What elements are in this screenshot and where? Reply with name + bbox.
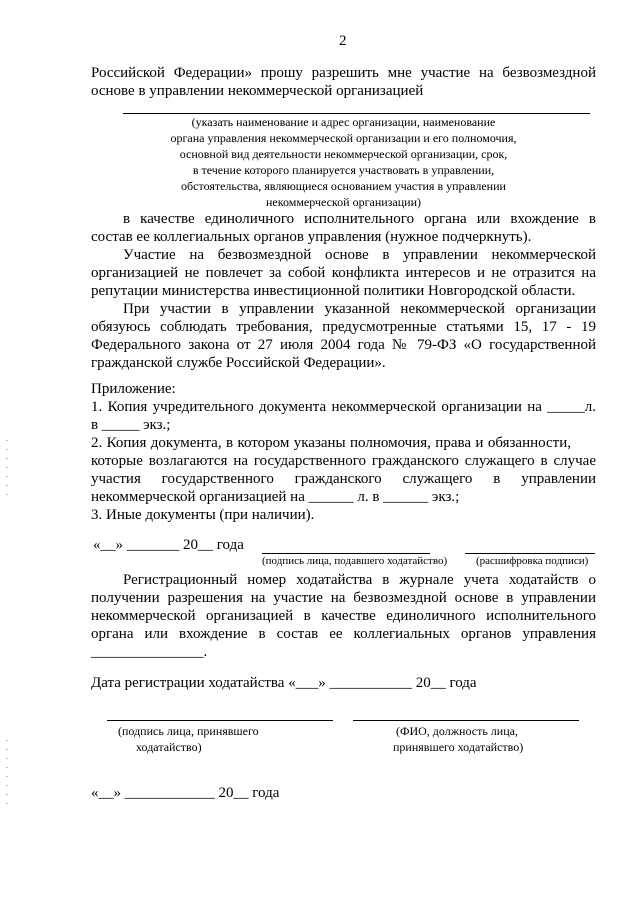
- hint-line-3: основной вид деятельности некоммерческой организации, срок,: [179, 147, 508, 161]
- conflict-line-3: репутации министерства инвестиционной политики Новгородской области.: [91, 283, 576, 299]
- hint-line-6: некоммерческой организации): [265, 195, 421, 209]
- receiver-name-label-1: (ФИО, должность лица,: [396, 724, 518, 738]
- conflict-line-2: организацией не повлечет за собой конфликта интересов и не отразится на: [91, 265, 596, 281]
- hint-line-1: (указать наименование и адрес организации, наименование: [191, 115, 496, 129]
- decode-label: (расшифровка подписи): [476, 555, 589, 567]
- role-line-2: состав ее коллегиальных органов управления (нужное подчеркнуть).: [91, 229, 532, 245]
- receiver-signature-label-1: (подпись лица, принявшего: [118, 724, 259, 738]
- receiver-name-line: [353, 720, 579, 721]
- final-date: «__» ____________ 20__ года: [91, 785, 280, 801]
- attachment-2-line-3: участия государственного гражданского служащего в управлении: [91, 471, 596, 487]
- receiver-signature-line: [107, 720, 333, 721]
- attachment-2-line-2: которые возлагаются на государственного гражданского служащего в случае: [91, 453, 596, 469]
- role-line-1: в качестве единоличного исполнительного органа или вхождение в: [123, 211, 596, 227]
- registration-line-3: некоммерческой организацией в качестве единоличного исполнительного: [91, 608, 596, 624]
- hint-line-4: в течение которого планируется участвовать в управлении,: [192, 163, 495, 177]
- margin-dots-bottom: [6, 740, 8, 810]
- application-date: «__» _______ 20__ года: [93, 537, 244, 553]
- obligation-line-3: Федерального закона от 27 июля 2004 года № 79-ФЗ «О государственной: [91, 337, 596, 353]
- registration-line-1: Регистрационный номер ходатайства в журнале учета ходатайств о: [123, 572, 596, 588]
- registration-date: Дата регистрации ходатайства «___» ___________ 20__ года: [91, 675, 477, 691]
- receiver-name-label-2: принявшего ходатайство): [393, 740, 524, 754]
- hint-line-2: органа управления некоммерческой организации и его полномочия,: [170, 131, 517, 145]
- attachment-2-line-4: некоммерческой организацией на ______ л. в ______ экз.;: [91, 489, 460, 505]
- receiver-signature-label-2: ходатайство): [136, 740, 202, 754]
- registration-line-4: органа или вхождение в состав ее коллегиальных органов управления: [91, 626, 596, 642]
- obligation-line-4: гражданской службе Российской Федерации».: [91, 355, 386, 371]
- obligation-line-2: обязуюсь соблюдать требования, предусмотренные статьями 15, 17 - 19: [91, 319, 596, 335]
- signature-label: (подпись лица, подавшего ходатайство): [262, 555, 448, 567]
- page-number: 2: [339, 33, 347, 49]
- attachment-1-line-1: 1. Копия учредительного документа некоммерческой организации на _____л.: [91, 399, 596, 415]
- attachment-2-line-1: 2. Копия документа, в котором указаны полномочия, права и обязанности,: [91, 435, 571, 451]
- intro-line-1: Российской Федерации» прошу разрешить мне участие на безвозмездной: [91, 65, 596, 81]
- obligation-line-1: При участии в управлении указанной некоммерческой организации: [123, 301, 596, 317]
- attachments-heading: Приложение:: [91, 381, 176, 397]
- signature-line: [262, 553, 430, 554]
- conflict-line-1: Участие на безвозмездной основе в управлении некоммерческой: [123, 247, 596, 263]
- margin-dots-top: [6, 440, 8, 500]
- registration-line-2: получении разрешения на участие на безвозмездной основе в управлении: [91, 590, 596, 606]
- registration-line-5: _______________.: [91, 644, 208, 660]
- intro-line-2: основе в управлении некоммерческой организацией: [91, 83, 424, 99]
- attachment-3: 3. Иные документы (при наличии).: [91, 507, 315, 523]
- attachment-1-line-2: в _____ экз.;: [91, 417, 171, 433]
- hint-line-5: обстоятельства, являющиеся основанием участия в управлении: [181, 179, 506, 193]
- org-blank-line: [123, 113, 590, 114]
- decode-line: [465, 553, 595, 554]
